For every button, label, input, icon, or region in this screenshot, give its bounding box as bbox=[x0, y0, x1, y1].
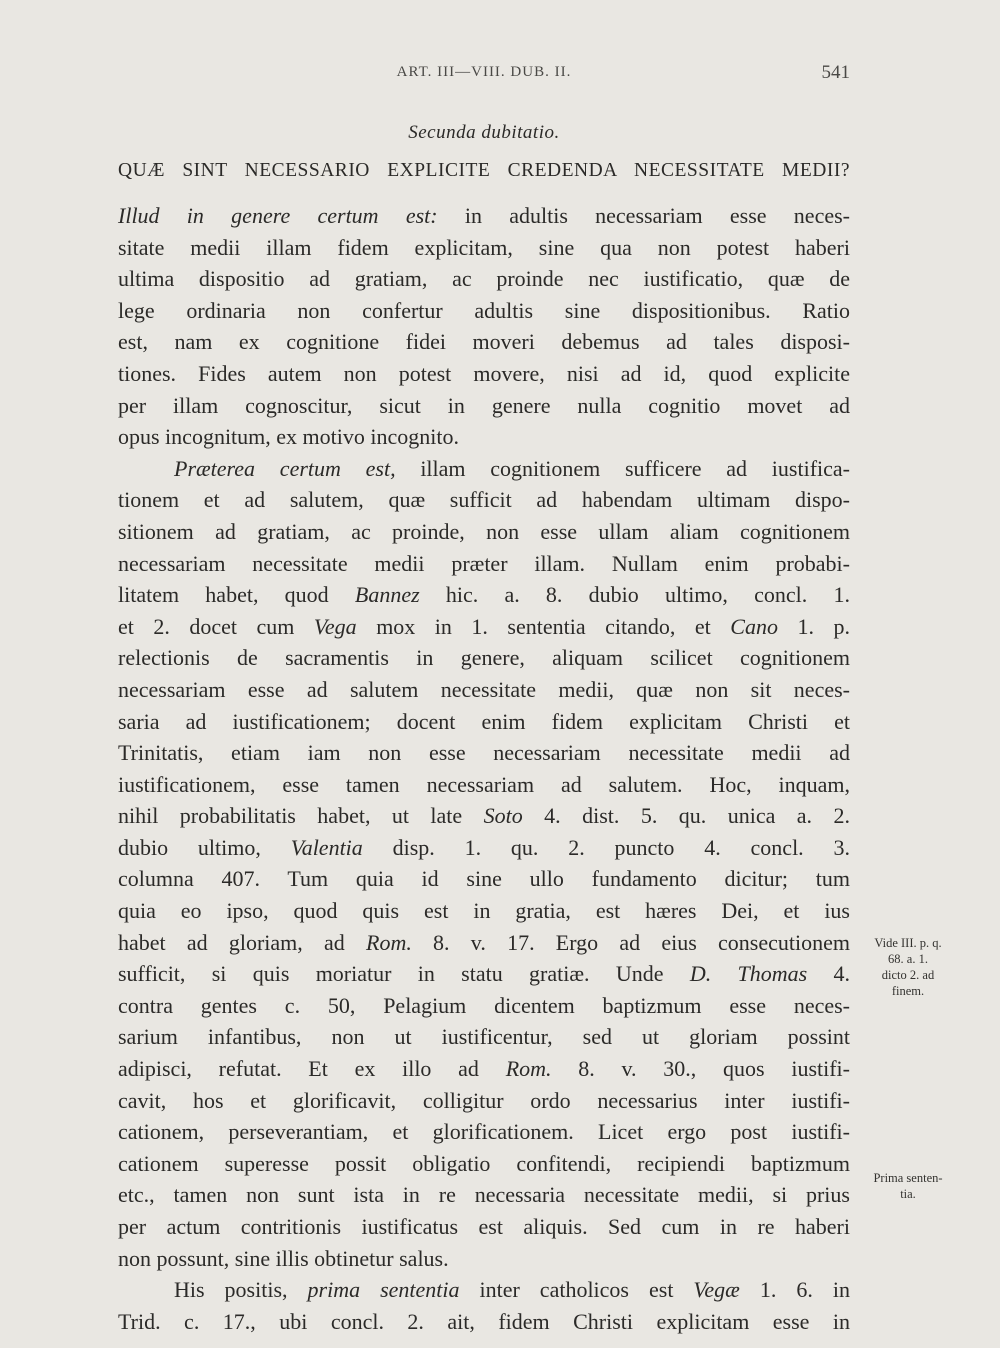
text-line bbox=[118, 706, 850, 738]
italic-text: Vegæ bbox=[693, 1277, 740, 1303]
text-line bbox=[118, 421, 850, 453]
text-span: dubio ultimo, bbox=[118, 834, 291, 860]
text-line bbox=[118, 737, 850, 769]
text-line bbox=[118, 1116, 850, 1148]
margin-note-line: tia. bbox=[900, 1187, 916, 1201]
text-line bbox=[118, 769, 850, 801]
text-line bbox=[118, 1179, 850, 1211]
text-span: saria ad iustificationem; docent enim fidem explicitam Christi et bbox=[118, 708, 850, 734]
text-span: columna 407. Tum quia id sine ullo fundamento dicitur; tum bbox=[118, 866, 850, 892]
text-line bbox=[118, 1243, 850, 1275]
text-span: cationem superesse possit obligatio confitendi, recipiendi baptizmum bbox=[118, 1150, 850, 1176]
text-span: habet ad gloriam, ad bbox=[118, 929, 366, 955]
text-line bbox=[118, 958, 850, 990]
text-line bbox=[118, 674, 850, 706]
text-span: hic. a. 8. dubio ultimo, concl. 1. bbox=[419, 582, 850, 608]
text-line bbox=[118, 326, 850, 358]
text-span: sitionem ad gratiam, ac proinde, non esse ullam aliam cognitionem bbox=[118, 518, 850, 544]
text-span: lege ordinaria non confertur adultis sine dispositionibus. Ratio bbox=[118, 297, 850, 323]
text-line bbox=[118, 1148, 850, 1180]
italic-text: prima sententia bbox=[307, 1277, 460, 1303]
text-line bbox=[118, 358, 850, 390]
text-span: iustificationem, esse tamen necessariam ad salutem. Hoc, inquam, bbox=[118, 771, 850, 797]
margin-note-vide bbox=[852, 935, 964, 999]
text-line bbox=[118, 548, 850, 580]
margin-note-prima-sententia bbox=[852, 1170, 964, 1202]
text-span: 4. dist. 5. qu. unica a. 2. bbox=[522, 803, 850, 829]
text-span: opus incognitum, ex motivo incognito. bbox=[118, 424, 459, 450]
text-line bbox=[118, 800, 850, 832]
text-line bbox=[118, 863, 850, 895]
italic-text: Rom. bbox=[366, 929, 412, 955]
italic-text: Rom. bbox=[505, 1056, 552, 1082]
text-line bbox=[118, 1085, 850, 1117]
text-line bbox=[118, 895, 850, 927]
text-span: illam cognitionem sufficere ad iustifica- bbox=[395, 455, 850, 481]
body-text bbox=[118, 200, 850, 1337]
text-span: non possunt, sine illis obtinetur salus. bbox=[118, 1245, 449, 1271]
text-span: 8. v. 17. Ergo ad eius consecutionem bbox=[411, 929, 850, 955]
section-subtitle: Secunda dubitatio. bbox=[408, 122, 560, 143]
text-line bbox=[118, 390, 850, 422]
italic-text: Illud in genere certum est: bbox=[118, 203, 438, 228]
text-span: etc., tamen non sunt ista in re necessaria necessitate medii, si prius bbox=[118, 1182, 850, 1208]
text-span: est, nam ex cognitione fidei moveri debemus ad tales disposi- bbox=[118, 329, 850, 355]
text-line bbox=[118, 200, 850, 232]
text-line bbox=[118, 832, 850, 864]
text-line bbox=[118, 484, 850, 516]
text-span: cavit, hos et glorificavit, colligitur ordo necessarius inter iustifi- bbox=[118, 1087, 850, 1113]
text-line bbox=[118, 232, 850, 264]
text-span: 4. bbox=[807, 961, 851, 987]
text-span: 1. p. bbox=[777, 613, 850, 639]
text-span: Trinitatis, etiam iam non esse necessariam necessitate medii ad bbox=[118, 740, 850, 766]
text-span: contra gentes c. 50, Pelagium dicentem baptizmum esse neces- bbox=[118, 992, 850, 1018]
text-line bbox=[118, 990, 850, 1022]
text-span: necessariam necessitate medii præter illam. Nullam enim probabi- bbox=[118, 550, 850, 576]
italic-text: Cano bbox=[730, 613, 778, 639]
text-span: Trid. c. 17., ubi concl. 2. ait, fidem Christi explicitam esse in bbox=[118, 1308, 850, 1334]
italic-text: Vega bbox=[313, 613, 357, 639]
text-span: ultima dispositio ad gratiam, ac proinde nec iustificatio, quæ de bbox=[118, 266, 850, 292]
text-span: per actum contritionis iustificatus est aliquis. Sed cum in re haberi bbox=[118, 1214, 850, 1239]
italic-text: Valentia bbox=[290, 834, 363, 860]
text-span: disp. 1. qu. 2. puncto 4. concl. 3. bbox=[362, 834, 850, 860]
text-line bbox=[118, 295, 850, 327]
text-span: in adultis necessariam esse neces- bbox=[437, 203, 850, 228]
text-span: His positis, bbox=[174, 1277, 308, 1303]
text-span: et 2. docet cum bbox=[118, 613, 314, 639]
italic-text: D. Thomas bbox=[689, 961, 808, 987]
margin-note-line: Vide III. p. q. bbox=[874, 936, 942, 950]
text-span: cationem, perseverantiam, et glorificationem. Licet ergo post iustifi- bbox=[118, 1119, 850, 1145]
text-span: sufficit, si quis moriatur in statu gratiæ. Unde bbox=[118, 961, 690, 987]
text-span: litatem habet, quod bbox=[118, 582, 355, 608]
text-span: per illam cognoscitur, sicut in genere nulla cognitio movet ad bbox=[118, 392, 850, 418]
italic-text: Soto bbox=[483, 803, 523, 829]
text-span: inter catholicos est bbox=[459, 1277, 694, 1303]
text-line bbox=[118, 516, 850, 548]
text-span: adipisci, refutat. Et ex illo ad bbox=[118, 1056, 506, 1082]
text-span: tionem et ad salutem, quæ sufficit ad habendam ultimam dispo- bbox=[118, 487, 850, 513]
text-span: relectionis de sacramentis in genere, aliquam scilicet cognitionem bbox=[118, 645, 850, 671]
text-line bbox=[118, 263, 850, 295]
text-line bbox=[118, 1211, 850, 1243]
text-line bbox=[118, 927, 850, 959]
text-span: sitate medii illam fidem explicitam, sine qua non potest haberi bbox=[118, 234, 850, 260]
running-head bbox=[118, 64, 850, 88]
margin-note-line: 68. a. 1. bbox=[888, 952, 928, 966]
text-line bbox=[118, 1306, 850, 1338]
italic-text: Bannez bbox=[354, 582, 420, 608]
text-line bbox=[118, 642, 850, 674]
text-span: nihil probabilitatis habet, ut late bbox=[118, 803, 484, 829]
section-question: QUÆ SINT NECESSARIO EXPLICITE CREDENDA NECESSITATE MEDII? bbox=[118, 160, 850, 181]
text-span: quia eo ipso, quod quis est in gratia, est hæres Dei, et ius bbox=[118, 898, 850, 924]
text-line bbox=[118, 611, 850, 643]
text-span: sarium infantibus, non ut iustificentur, sed ut gloriam possint bbox=[118, 1024, 850, 1050]
text-span: necessariam esse ad salutem necessitate medii, quæ non sit neces- bbox=[118, 676, 850, 702]
text-line bbox=[118, 453, 850, 485]
margin-note-line: Prima senten- bbox=[873, 1171, 943, 1185]
text-span: 8. v. 30., quos iustifi- bbox=[551, 1056, 850, 1082]
margin-note-line: dicto 2. ad bbox=[881, 968, 935, 982]
italic-text: Præterea certum est, bbox=[174, 455, 396, 481]
page-number: 541 bbox=[821, 62, 850, 83]
text-line bbox=[118, 1274, 850, 1306]
text-span: mox in 1. sententia citando, et bbox=[356, 613, 731, 639]
running-title: ART. III—VIII. DUB. II. bbox=[396, 64, 572, 80]
text-line bbox=[118, 1021, 850, 1053]
text-line bbox=[118, 1053, 850, 1085]
text-line bbox=[118, 579, 850, 611]
margin-note-line: finem. bbox=[891, 984, 925, 998]
text-span: tiones. Fides autem non potest movere, nisi ad id, quod explicite bbox=[118, 360, 850, 386]
text-span: 1. 6. in bbox=[739, 1277, 850, 1303]
